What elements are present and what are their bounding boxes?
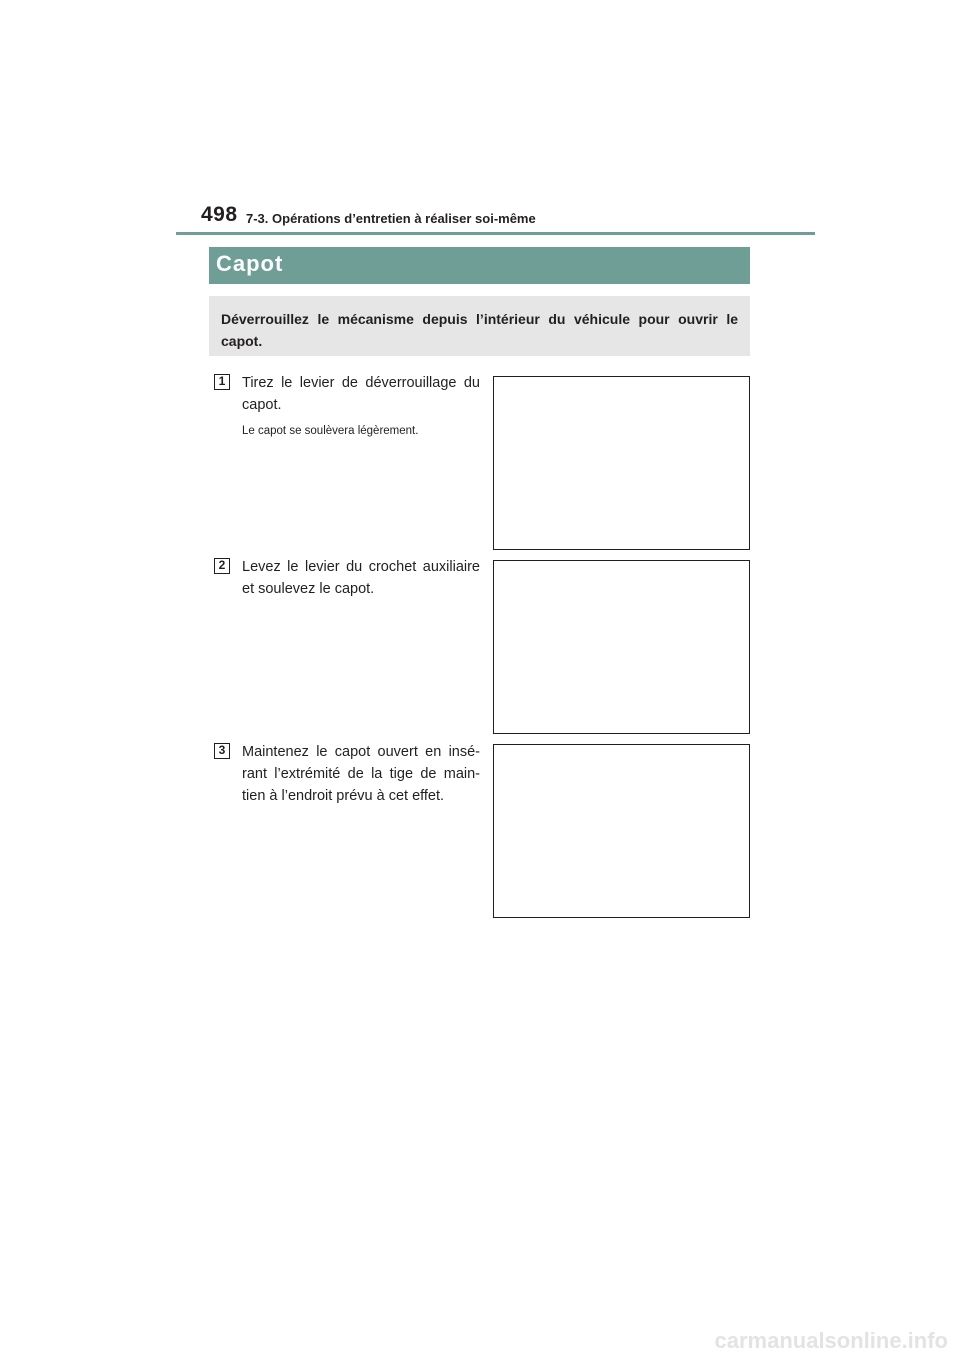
header-rule bbox=[176, 232, 815, 235]
step-illustration bbox=[493, 376, 750, 550]
page-number: 498 bbox=[201, 203, 238, 226]
step-number-badge: 1 bbox=[214, 374, 230, 390]
section-title-bar bbox=[209, 247, 750, 284]
step-instruction: Maintenez le capot ouvert en insé-rant l’extrémité de la tige de main-tien à l’endroit prévu à cet effet. bbox=[242, 744, 480, 804]
intro-box bbox=[209, 296, 750, 356]
watermark: carmanualsonline.info bbox=[714, 1328, 948, 1353]
step-illustration bbox=[493, 560, 750, 734]
step-illustration bbox=[493, 744, 750, 918]
step-number-badge: 2 bbox=[214, 558, 230, 574]
section-title: Capot bbox=[216, 251, 284, 276]
step-note: Le capot se soulèvera légèrement. bbox=[242, 425, 419, 437]
chapter-title: 7-3. Opérations d’entretien à réaliser soi-même bbox=[246, 211, 536, 226]
intro-text: Déverrouillez le mécanisme depuis l’intérieur du véhicule pour ouvrir le capot. bbox=[221, 311, 738, 349]
step-number-badge: 3 bbox=[214, 743, 230, 759]
step-instruction: Levez le levier du crochet auxiliaire et soulevez le capot. bbox=[242, 559, 480, 597]
step-instruction: Tirez le levier de déverrouillage du capot. bbox=[242, 375, 480, 413]
